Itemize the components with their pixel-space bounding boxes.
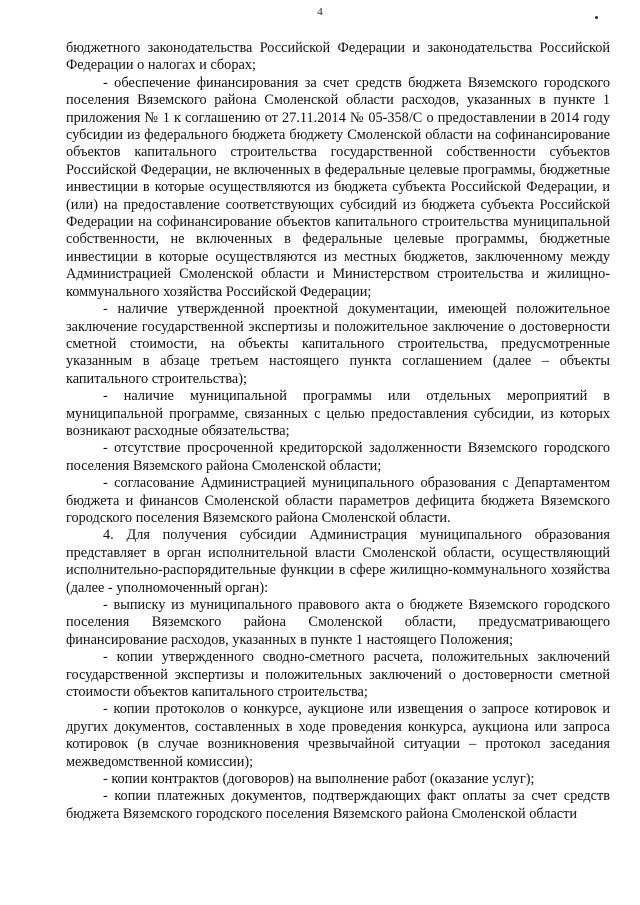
paragraph-project-documentation: - наличие утвержденной проектной документации, имеющей положительное заключение государственной экспертизы и положительное заключение о достоверности сметной стоимости, на объекты капитального строительства, предусмотренные указанным в абзаце третьем настоящего пункта соглашением (далее – объекты капитального строительства); [66, 301, 610, 387]
paragraph-payment-copies: - копии платежных документов, подтверждающих факт оплаты за счет средств бюджета Вяземского городского поселения Вяземского района Смоленской области [66, 788, 610, 822]
paragraph-financing-provision: - обеспечение финансирования за счет средств бюджета Вяземского городского поселения Вяземского района Смоленской области расходов, указанных в пункте 1 приложения № 1 к соглашению от 27.11.2014 № 05-358/С о предоставлении в 2014 году субсидии из федерального бюджета бюджету Смоленской области на софинансирование объектов капитального строительства государственной собственности субъектов Российской Федерации, не включенных в федеральные целевые программы, бюджетные инвестиции в которые осуществляются из бюджета субъекта Российской Федерации, и (или) на предоставление соответствующих субсидий из бюджета субъекта Российской Федерации на софинансирование объектов капитального строительства муниципальной собственности, не включенных в федеральные целевые программы, бюджетные инвестиции в которые осуществляются из местных бюджетов, заключенному между Администрацией Смоленской области и Министерством строительства и жилищно-коммунального хозяйства Российской Федерации; [66, 74, 610, 300]
scan-mark [595, 16, 598, 19]
paragraph-section-4: 4. Для получения субсидии Администрация муниципального образования представляет в орган исполнительной власти Смоленской области, осуществляющий исполнительно-распорядительные функции в сфере жилищно-коммунального хозяйства (далее - уполномоченный орган): [66, 527, 610, 596]
paragraph-no-overdue-debt: - отсутствие просроченной кредиторской задолженности Вяземского городского поселения Вяземского района Смоленской области; [66, 440, 610, 474]
paragraph-estimate-copies: - копии утвержденного сводно-сметного расчета, положительных заключений государственной экспертизы и положительных заключений о достоверности сметной стоимости объектов капитального строительства; [66, 649, 610, 701]
paragraph-municipal-program: - наличие муниципальной программы или отдельных мероприятий в муниципальной программе, связанных с целью предоставления субсидии, из которых возникают расходные обязательства; [66, 388, 610, 439]
paragraph-budget-extract: - выписку из муниципального правового акта о бюджете Вяземского городского поселения Вяземского района Смоленской области, предусматривающего финансирование расходов, указанных в пункте 1 настоящего Положения; [66, 597, 610, 648]
document-body [66, 40, 610, 823]
page-number: 4 [317, 6, 323, 18]
paragraph-continuation: бюджетного законодательства Российской Федерации и законодательства Российской Федерации о налогах и сборах; [66, 40, 610, 74]
paragraph-contract-copies: - копии контрактов (договоров) на выполнение работ (оказание услуг); [103, 771, 535, 788]
paragraph-protocol-copies: - копии протоколов о конкурсе, аукционе или извещения о запросе котировок и других документов, составленных в ходе проведения конкурса, аукциона или запроса котировок (в случае возникновения чрезвычайной ситуации – протокол заседания межведомственной комиссии); [66, 701, 610, 770]
paragraph-deficit-approval: - согласование Администрацией муниципального образования с Департаментом бюджета и финансов Смоленской области параметров дефицита бюджета Вяземского городского поселения Вяземского района Смоленской области. [66, 475, 610, 526]
